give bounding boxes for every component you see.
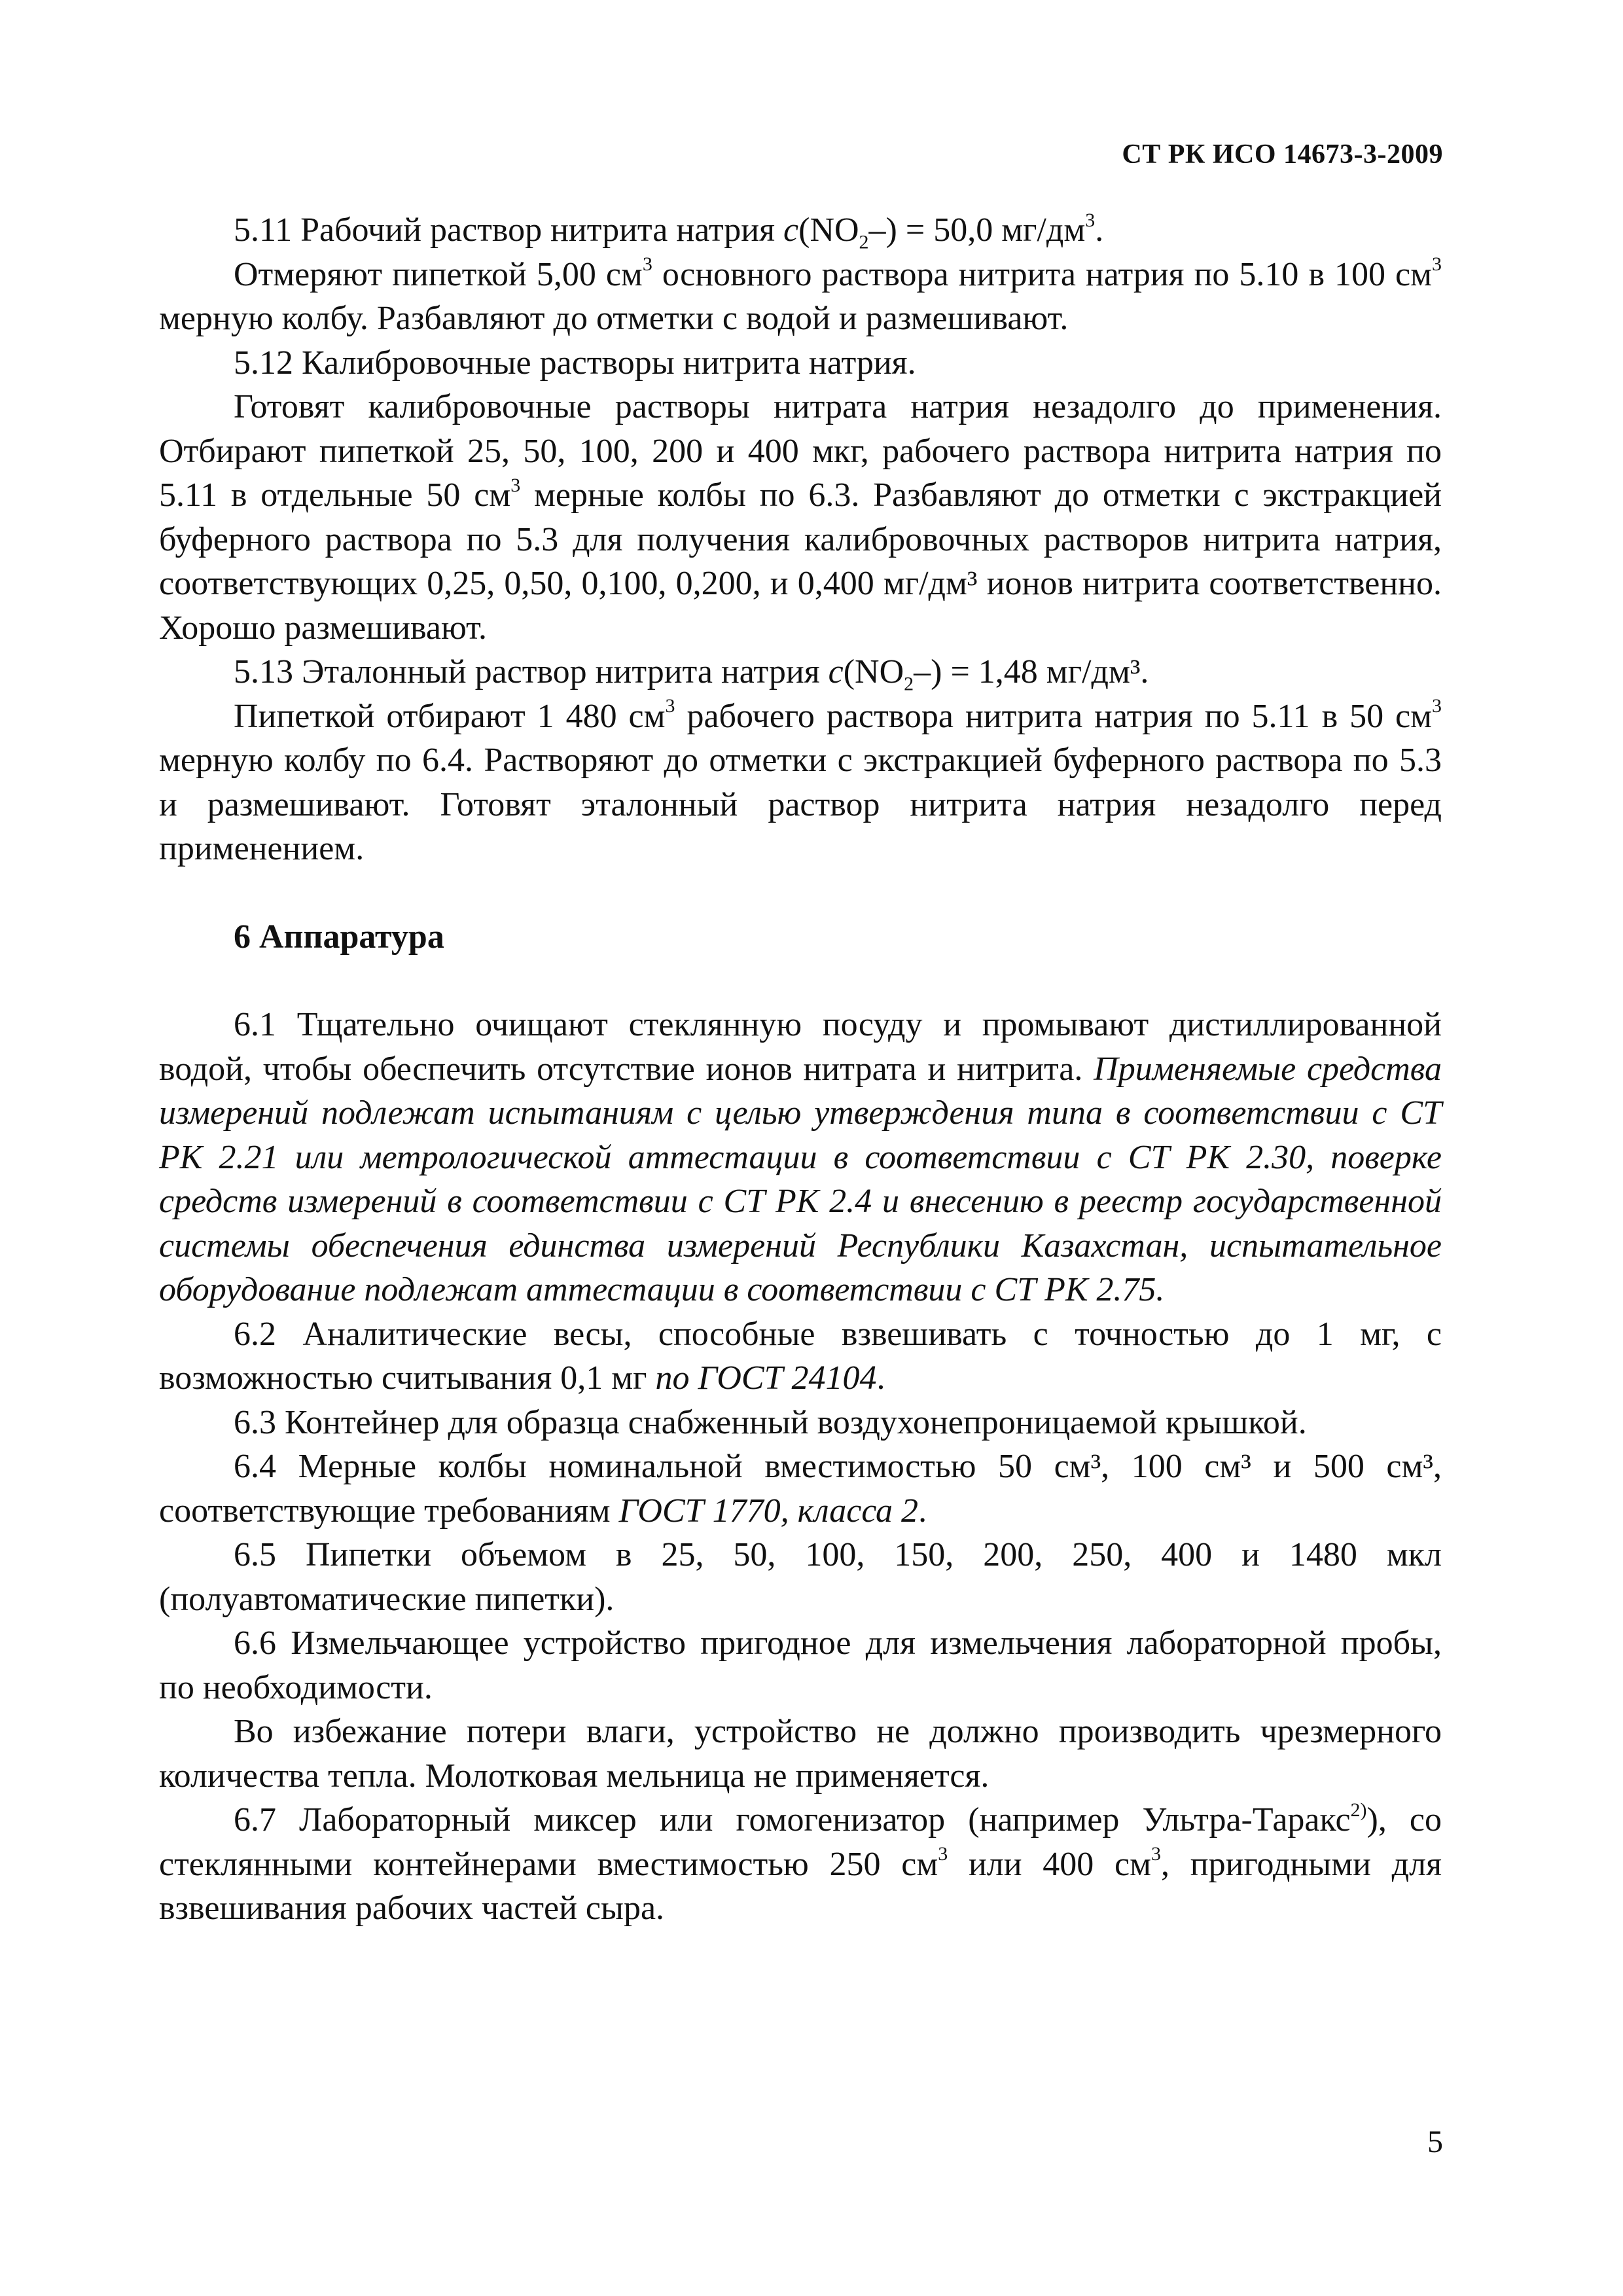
page-number: 5 <box>1427 2125 1443 2159</box>
paragraph-6-4: 6.4 Мерные колбы номинальной вместимостью 50 см³, 100 см³ и 500 см³, соответствующие требованиям ГОСТ 1770, класса 2. <box>159 1448 1442 1530</box>
paragraph-6-6: 6.6 Измельчающее устройство пригодное для измельчения лабораторной пробы, по необходимости. <box>159 1624 1442 1706</box>
section-heading-apparatus: 6 Аппаратура <box>234 918 444 956</box>
paragraph-6-3: 6.3 Контейнер для образца снабженный воздухонепроницаемой крышкой. <box>234 1403 1307 1441</box>
paragraph-6-1: 6.1 Тщательно очищают стеклянную посуду и промывают дистиллированной водой, чтобы обеспечить отсутствие ионов нитрата и нитрита. Применяемые средства измерений подлежат испытаниям с целью утверждения типа в соответствии с СТ РК 2.21 или метрологической аттестации в соответствии с СТ РК 2.30, поверке средств измерений в соответствии с СТ РК 2.4 и внесению в реестр государственной системы обеспечения единства измерений Республики Казахстан, испытательное оборудование подлежат аттестации в соответствии с СТ РК 2.75. <box>159 1006 1442 1308</box>
paragraph-5-11-text: Отмеряют пипеткой 5,00 $см^3$ основного раствора нитрита натрия по 5.10 в 100 $см^3$ мерную колбу. Разбавляют до отметки с водой и размешивают. <box>159 253 1442 337</box>
document-body <box>159 208 1442 1931</box>
paragraph-6-5: 6.5 Пипетки объемом в 25, 50, 100, 150, 200, 250, 400 и 1480 мкл (полуавтоматические пипетки). <box>159 1536 1442 1618</box>
paragraph-5-12: 5.12 Калибровочные растворы нитрита натрия. <box>234 344 916 382</box>
paragraph-6-2: 6.2 Аналитические весы, способные взвешивать с точностью до 1 мг, с возможностью считывания 0,1 мг по ГОСТ 24104. <box>159 1315 1442 1397</box>
paragraph-5-12-text: Готовят калибровочные растворы нитрата натрия незадолго до применения. Отбирают пипеткой 25, 50, 100, 200 и 400 мкг, рабочего раствора нитрита натрия по 5.11 в отдельные 50 $см^3$ мерные колбы по 6.3. Разбавляют до отметки с экстракцией буферного раствора по 5.3 для получения калибровочных растворов нитрита натрия, соответствующих 0,25, 0,50, 0,100, 0,200, и 0,400 мг/дм³ ионов нитрита соответственно. Хорошо размешивают. <box>159 388 1442 647</box>
paragraph-6-7: 6.7 Лабораторный миксер или гомогенизатор (например Ультра-Таракс$^{2)}$), со стеклянными контейнерами вместимостью 250 $см^3$ или 400 $см^3$, пригодными для взвешивания рабочих частей сыра. <box>159 1799 1442 1927</box>
standard-code-header: СТ РК ИСО 14673-3-2009 <box>1122 139 1443 170</box>
paragraph-6-6-note: Во избежание потери влаги, устройство не должно производить чрезмерного количества тепла. Молотковая мельница не применяется. <box>159 1713 1442 1795</box>
paragraph-5-11: 5.11 Рабочий раствор нитрита натрия $c(NO_2-) = 50,0$ $мг/дм^3$. <box>234 209 1104 253</box>
paragraph-5-13-text: Пипеткой отбирают 1 480 $см^3$ рабочего раствора нитрита натрия по 5.11 в 50 $см^3$ мерную колбу по 6.4. Растворяют до отметки с экстракцией буферного раствора по 5.3 и размешивают. Готовят эталонный раствор нитрита натрия незадолго перед применением. <box>159 695 1442 867</box>
paragraph-5-13: 5.13 Эталонный раствор нитрита натрия $c(NO_2-) = 1,48$ мг/дм³. <box>234 653 1149 695</box>
